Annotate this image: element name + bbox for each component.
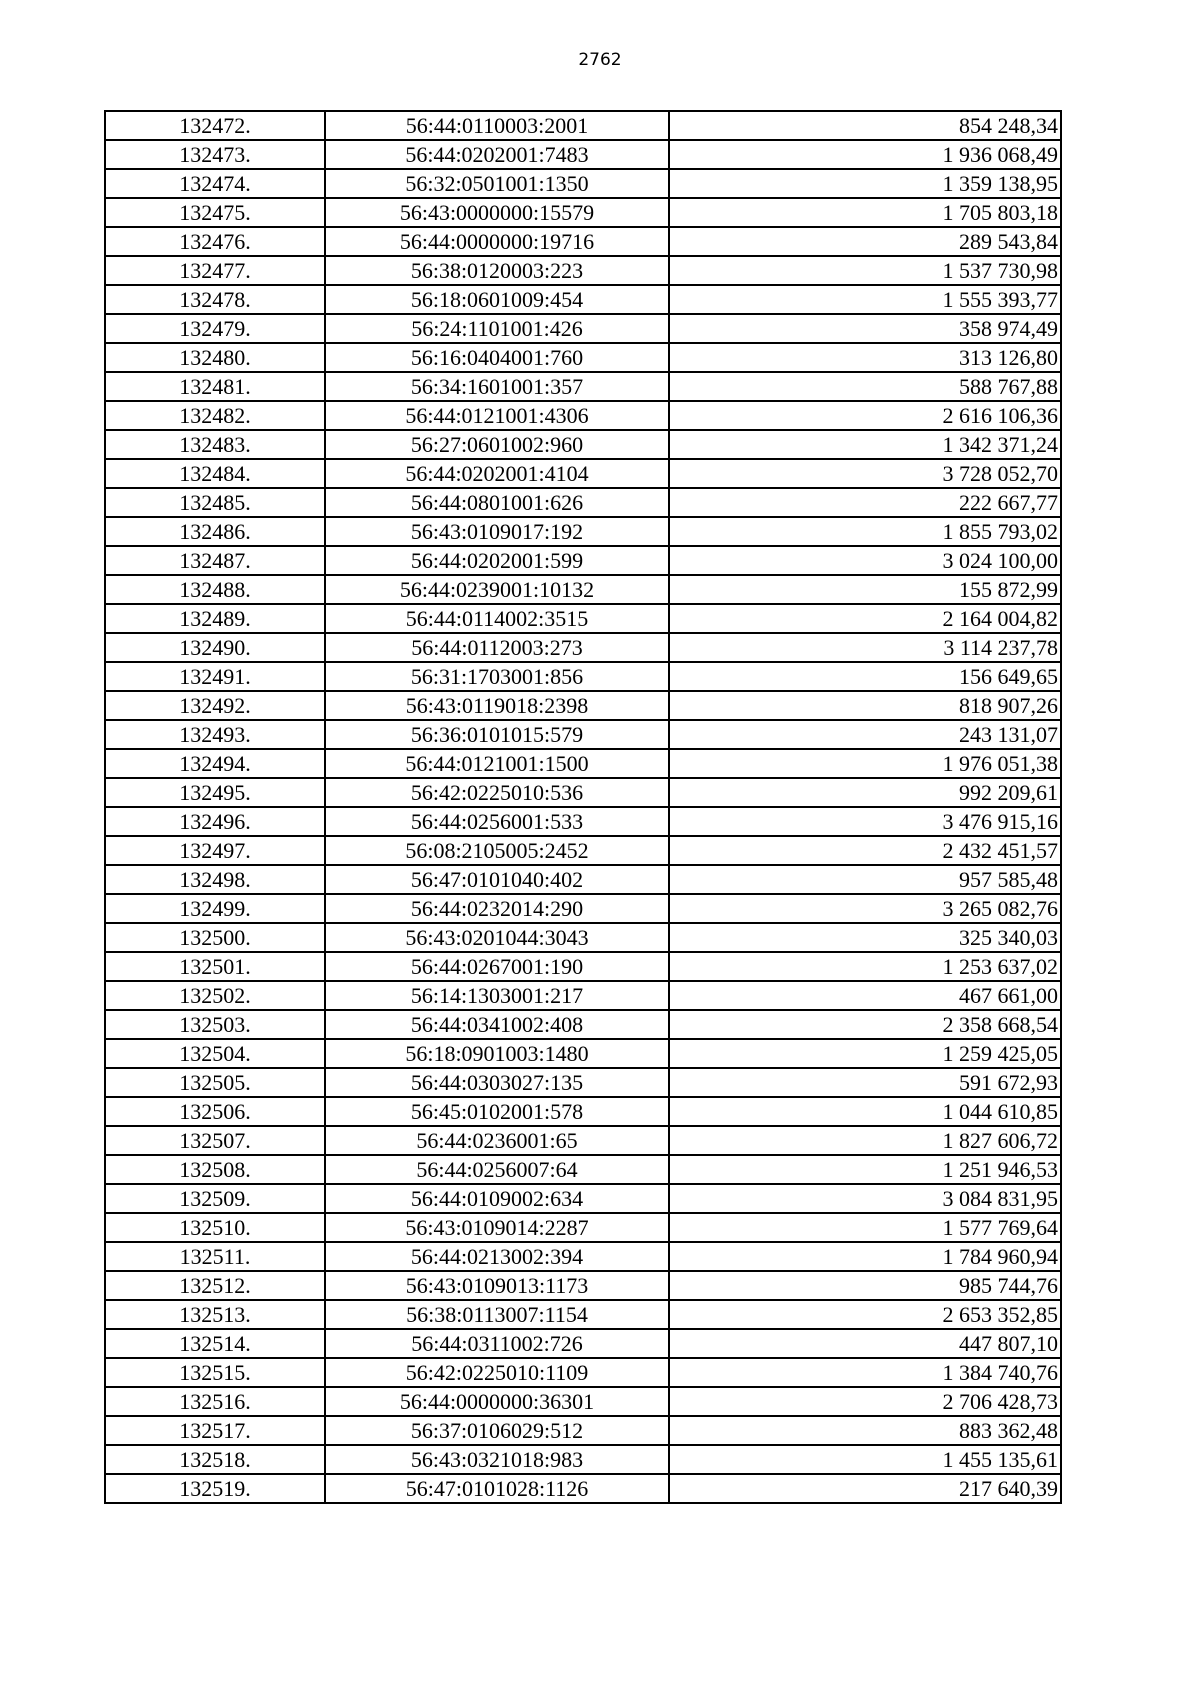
page-number: 2762: [578, 50, 622, 70]
cadastral-value-cell: 992 209,61: [669, 778, 1061, 807]
row-number-cell: 132477.: [105, 256, 325, 285]
cadastral-number-cell: 56:44:0256001:533: [325, 807, 669, 836]
row-number-cell: 132491.: [105, 662, 325, 691]
row-number-cell: 132505.: [105, 1068, 325, 1097]
cadastral-number-cell: 56:43:0109013:1173: [325, 1271, 669, 1300]
table-row: [105, 865, 1061, 894]
cadastral-value-cell: 467 661,00: [669, 981, 1061, 1010]
cadastral-number-cell: 56:43:0119018:2398: [325, 691, 669, 720]
table-row: [105, 1010, 1061, 1039]
cadastral-number-cell: 56:44:0112003:273: [325, 633, 669, 662]
table-row: [105, 662, 1061, 691]
cadastral-number-cell: 56:44:0121001:4306: [325, 401, 669, 430]
cadastral-number-cell: 56:44:0202001:7483: [325, 140, 669, 169]
table-row: [105, 1387, 1061, 1416]
table-row: [105, 749, 1061, 778]
table-row: [105, 546, 1061, 575]
cadastral-number-cell: 56:44:0267001:190: [325, 952, 669, 981]
row-number-cell: 132493.: [105, 720, 325, 749]
table-row: [105, 1213, 1061, 1242]
cadastral-number-cell: 56:42:0225010:1109: [325, 1358, 669, 1387]
row-number-cell: 132475.: [105, 198, 325, 227]
cadastral-number-cell: 56:32:0501001:1350: [325, 169, 669, 198]
cadastral-value-cell: 2 616 106,36: [669, 401, 1061, 430]
row-number-cell: 132499.: [105, 894, 325, 923]
cadastral-value-cell: 1 555 393,77: [669, 285, 1061, 314]
table-row: [105, 1416, 1061, 1445]
table-row: [105, 1242, 1061, 1271]
cadastral-number-cell: 56:38:0120003:223: [325, 256, 669, 285]
table-row: [105, 720, 1061, 749]
cadastral-number-cell: 56:34:1601001:357: [325, 372, 669, 401]
table-row: [105, 691, 1061, 720]
cadastral-value-cell: 1 705 803,18: [669, 198, 1061, 227]
cadastral-number-cell: 56:37:0106029:512: [325, 1416, 669, 1445]
table-row: [105, 1039, 1061, 1068]
cadastral-number-cell: 56:08:2105005:2452: [325, 836, 669, 865]
cadastral-value-cell: 222 667,77: [669, 488, 1061, 517]
row-number-cell: 132490.: [105, 633, 325, 662]
cadastral-value-cell: 1 359 138,95: [669, 169, 1061, 198]
row-number-cell: 132514.: [105, 1329, 325, 1358]
cadastral-number-cell: 56:43:0201044:3043: [325, 923, 669, 952]
cadastral-value-cell: 3 114 237,78: [669, 633, 1061, 662]
cadastral-value-cell: 1 976 051,38: [669, 749, 1061, 778]
cadastral-value-cell: 3 024 100,00: [669, 546, 1061, 575]
row-number-cell: 132519.: [105, 1474, 325, 1503]
cadastral-value-cell: 358 974,49: [669, 314, 1061, 343]
table-row: [105, 1126, 1061, 1155]
cadastral-value-cell: 3 084 831,95: [669, 1184, 1061, 1213]
row-number-cell: 132474.: [105, 169, 325, 198]
cadastral-number-cell: 56:44:0256007:64: [325, 1155, 669, 1184]
cadastral-number-cell: 56:44:0341002:408: [325, 1010, 669, 1039]
cadastral-value-cell: 2 358 668,54: [669, 1010, 1061, 1039]
table-body: [105, 111, 1061, 1503]
row-number-cell: 132478.: [105, 285, 325, 314]
cadastral-number-cell: 56:44:0213002:394: [325, 1242, 669, 1271]
table-row: [105, 981, 1061, 1010]
row-number-cell: 132500.: [105, 923, 325, 952]
cadastral-value-cell: 2 653 352,85: [669, 1300, 1061, 1329]
row-number-cell: 132476.: [105, 227, 325, 256]
cadastral-value-cell: 1 455 135,61: [669, 1445, 1061, 1474]
cadastral-number-cell: 56:44:0202001:599: [325, 546, 669, 575]
cadastral-value-cell: 2 164 004,82: [669, 604, 1061, 633]
row-number-cell: 132515.: [105, 1358, 325, 1387]
cadastral-value-cell: 957 585,48: [669, 865, 1061, 894]
cadastral-number-cell: 56:44:0303027:135: [325, 1068, 669, 1097]
cadastral-value-cell: 591 672,93: [669, 1068, 1061, 1097]
table-row: [105, 952, 1061, 981]
row-number-cell: 132486.: [105, 517, 325, 546]
table-row: [105, 836, 1061, 865]
cadastral-value-cell: 325 340,03: [669, 923, 1061, 952]
cadastral-value-cell: 3 265 082,76: [669, 894, 1061, 923]
row-number-cell: 132507.: [105, 1126, 325, 1155]
cadastral-number-cell: 56:16:0404001:760: [325, 343, 669, 372]
table-row: [105, 894, 1061, 923]
row-number-cell: 132503.: [105, 1010, 325, 1039]
cadastral-number-cell: 56:47:0101028:1126: [325, 1474, 669, 1503]
table-row: [105, 1358, 1061, 1387]
cadastral-number-cell: 56:18:0601009:454: [325, 285, 669, 314]
cadastral-number-cell: 56:45:0102001:578: [325, 1097, 669, 1126]
table-row: [105, 604, 1061, 633]
row-number-cell: 132488.: [105, 575, 325, 604]
cadastral-number-cell: 56:36:0101015:579: [325, 720, 669, 749]
row-number-cell: 132497.: [105, 836, 325, 865]
cadastral-number-cell: 56:44:0801001:626: [325, 488, 669, 517]
cadastral-value-cell: 1 253 637,02: [669, 952, 1061, 981]
cadastral-value-table: [104, 110, 1062, 1504]
cadastral-value-cell: 854 248,34: [669, 111, 1061, 140]
row-number-cell: 132517.: [105, 1416, 325, 1445]
cadastral-value-cell: 883 362,48: [669, 1416, 1061, 1445]
row-number-cell: 132485.: [105, 488, 325, 517]
table-row: [105, 1097, 1061, 1126]
row-number-cell: 132483.: [105, 430, 325, 459]
table-row: [105, 285, 1061, 314]
cadastral-value-cell: 1 537 730,98: [669, 256, 1061, 285]
table-row: [105, 198, 1061, 227]
table-row: [105, 1155, 1061, 1184]
cadastral-number-cell: 56:44:0114002:3515: [325, 604, 669, 633]
table-row: [105, 343, 1061, 372]
cadastral-number-cell: 56:42:0225010:536: [325, 778, 669, 807]
row-number-cell: 132512.: [105, 1271, 325, 1300]
row-number-cell: 132473.: [105, 140, 325, 169]
cadastral-value-cell: 1 251 946,53: [669, 1155, 1061, 1184]
cadastral-number-cell: 56:18:0901003:1480: [325, 1039, 669, 1068]
cadastral-number-cell: 56:27:0601002:960: [325, 430, 669, 459]
cadastral-value-cell: 1 784 960,94: [669, 1242, 1061, 1271]
cadastral-value-cell: 289 543,84: [669, 227, 1061, 256]
row-number-cell: 132506.: [105, 1097, 325, 1126]
cadastral-number-cell: 56:14:1303001:217: [325, 981, 669, 1010]
table-row: [105, 401, 1061, 430]
row-number-cell: 132480.: [105, 343, 325, 372]
table-row: [105, 372, 1061, 401]
cadastral-number-cell: 56:43:0109017:192: [325, 517, 669, 546]
cadastral-value-cell: 156 649,65: [669, 662, 1061, 691]
table-row: [105, 430, 1061, 459]
row-number-cell: 132487.: [105, 546, 325, 575]
row-number-cell: 132504.: [105, 1039, 325, 1068]
row-number-cell: 132513.: [105, 1300, 325, 1329]
cadastral-value-cell: 1 259 425,05: [669, 1039, 1061, 1068]
cadastral-value-cell: 2 432 451,57: [669, 836, 1061, 865]
cadastral-value-cell: 313 126,80: [669, 343, 1061, 372]
row-number-cell: 132511.: [105, 1242, 325, 1271]
table-row: [105, 314, 1061, 343]
cadastral-value-cell: 3 728 052,70: [669, 459, 1061, 488]
cadastral-value-cell: 1 044 610,85: [669, 1097, 1061, 1126]
cadastral-number-cell: 56:44:0110003:2001: [325, 111, 669, 140]
table-row: [105, 1300, 1061, 1329]
cadastral-value-cell: 217 640,39: [669, 1474, 1061, 1503]
table-row: [105, 140, 1061, 169]
cadastral-number-cell: 56:44:0000000:19716: [325, 227, 669, 256]
row-number-cell: 132509.: [105, 1184, 325, 1213]
table-row: [105, 1445, 1061, 1474]
cadastral-value-cell: 1 855 793,02: [669, 517, 1061, 546]
cadastral-value-cell: 447 807,10: [669, 1329, 1061, 1358]
table-row: [105, 111, 1061, 140]
row-number-cell: 132516.: [105, 1387, 325, 1416]
cadastral-number-cell: 56:44:0121001:1500: [325, 749, 669, 778]
table-row: [105, 459, 1061, 488]
row-number-cell: 132489.: [105, 604, 325, 633]
cadastral-number-cell: 56:44:0311002:726: [325, 1329, 669, 1358]
table-row: [105, 778, 1061, 807]
cadastral-number-cell: 56:43:0000000:15579: [325, 198, 669, 227]
cadastral-value-cell: 985 744,76: [669, 1271, 1061, 1300]
cadastral-number-cell: 56:43:0321018:983: [325, 1445, 669, 1474]
cadastral-number-cell: 56:44:0000000:36301: [325, 1387, 669, 1416]
table-row: [105, 807, 1061, 836]
row-number-cell: 132482.: [105, 401, 325, 430]
row-number-cell: 132481.: [105, 372, 325, 401]
row-number-cell: 132518.: [105, 1445, 325, 1474]
table-row: [105, 1184, 1061, 1213]
row-number-cell: 132484.: [105, 459, 325, 488]
cadastral-value-cell: 1 342 371,24: [669, 430, 1061, 459]
cadastral-number-cell: 56:44:0109002:634: [325, 1184, 669, 1213]
table-row: [105, 256, 1061, 285]
row-number-cell: 132508.: [105, 1155, 325, 1184]
cadastral-number-cell: 56:44:0202001:4104: [325, 459, 669, 488]
cadastral-value-cell: 818 907,26: [669, 691, 1061, 720]
table-row: [105, 575, 1061, 604]
row-number-cell: 132472.: [105, 111, 325, 140]
row-number-cell: 132479.: [105, 314, 325, 343]
table-row: [105, 1329, 1061, 1358]
row-number-cell: 132498.: [105, 865, 325, 894]
table-row: [105, 1068, 1061, 1097]
cadastral-value-cell: 2 706 428,73: [669, 1387, 1061, 1416]
table-row: [105, 1271, 1061, 1300]
cadastral-value-cell: 1 384 740,76: [669, 1358, 1061, 1387]
cadastral-value-cell: 3 476 915,16: [669, 807, 1061, 836]
row-number-cell: 132502.: [105, 981, 325, 1010]
cadastral-value-cell: 588 767,88: [669, 372, 1061, 401]
row-number-cell: 132496.: [105, 807, 325, 836]
cadastral-number-cell: 56:38:0113007:1154: [325, 1300, 669, 1329]
cadastral-value-cell: 243 131,07: [669, 720, 1061, 749]
cadastral-value-cell: 1 936 068,49: [669, 140, 1061, 169]
cadastral-value-cell: 1 577 769,64: [669, 1213, 1061, 1242]
table-row: [105, 488, 1061, 517]
table-row: [105, 633, 1061, 662]
cadastral-number-cell: 56:44:0239001:10132: [325, 575, 669, 604]
row-number-cell: 132501.: [105, 952, 325, 981]
cadastral-value-cell: 155 872,99: [669, 575, 1061, 604]
cadastral-number-cell: 56:24:1101001:426: [325, 314, 669, 343]
table-row: [105, 1474, 1061, 1503]
row-number-cell: 132492.: [105, 691, 325, 720]
row-number-cell: 132494.: [105, 749, 325, 778]
cadastral-number-cell: 56:47:0101040:402: [325, 865, 669, 894]
cadastral-value-cell: 1 827 606,72: [669, 1126, 1061, 1155]
row-number-cell: 132510.: [105, 1213, 325, 1242]
cadastral-number-cell: 56:44:0232014:290: [325, 894, 669, 923]
table-row: [105, 169, 1061, 198]
cadastral-number-cell: 56:31:1703001:856: [325, 662, 669, 691]
table-row: [105, 517, 1061, 546]
cadastral-number-cell: 56:44:0236001:65: [325, 1126, 669, 1155]
cadastral-number-cell: 56:43:0109014:2287: [325, 1213, 669, 1242]
row-number-cell: 132495.: [105, 778, 325, 807]
table-row: [105, 923, 1061, 952]
table-row: [105, 227, 1061, 256]
